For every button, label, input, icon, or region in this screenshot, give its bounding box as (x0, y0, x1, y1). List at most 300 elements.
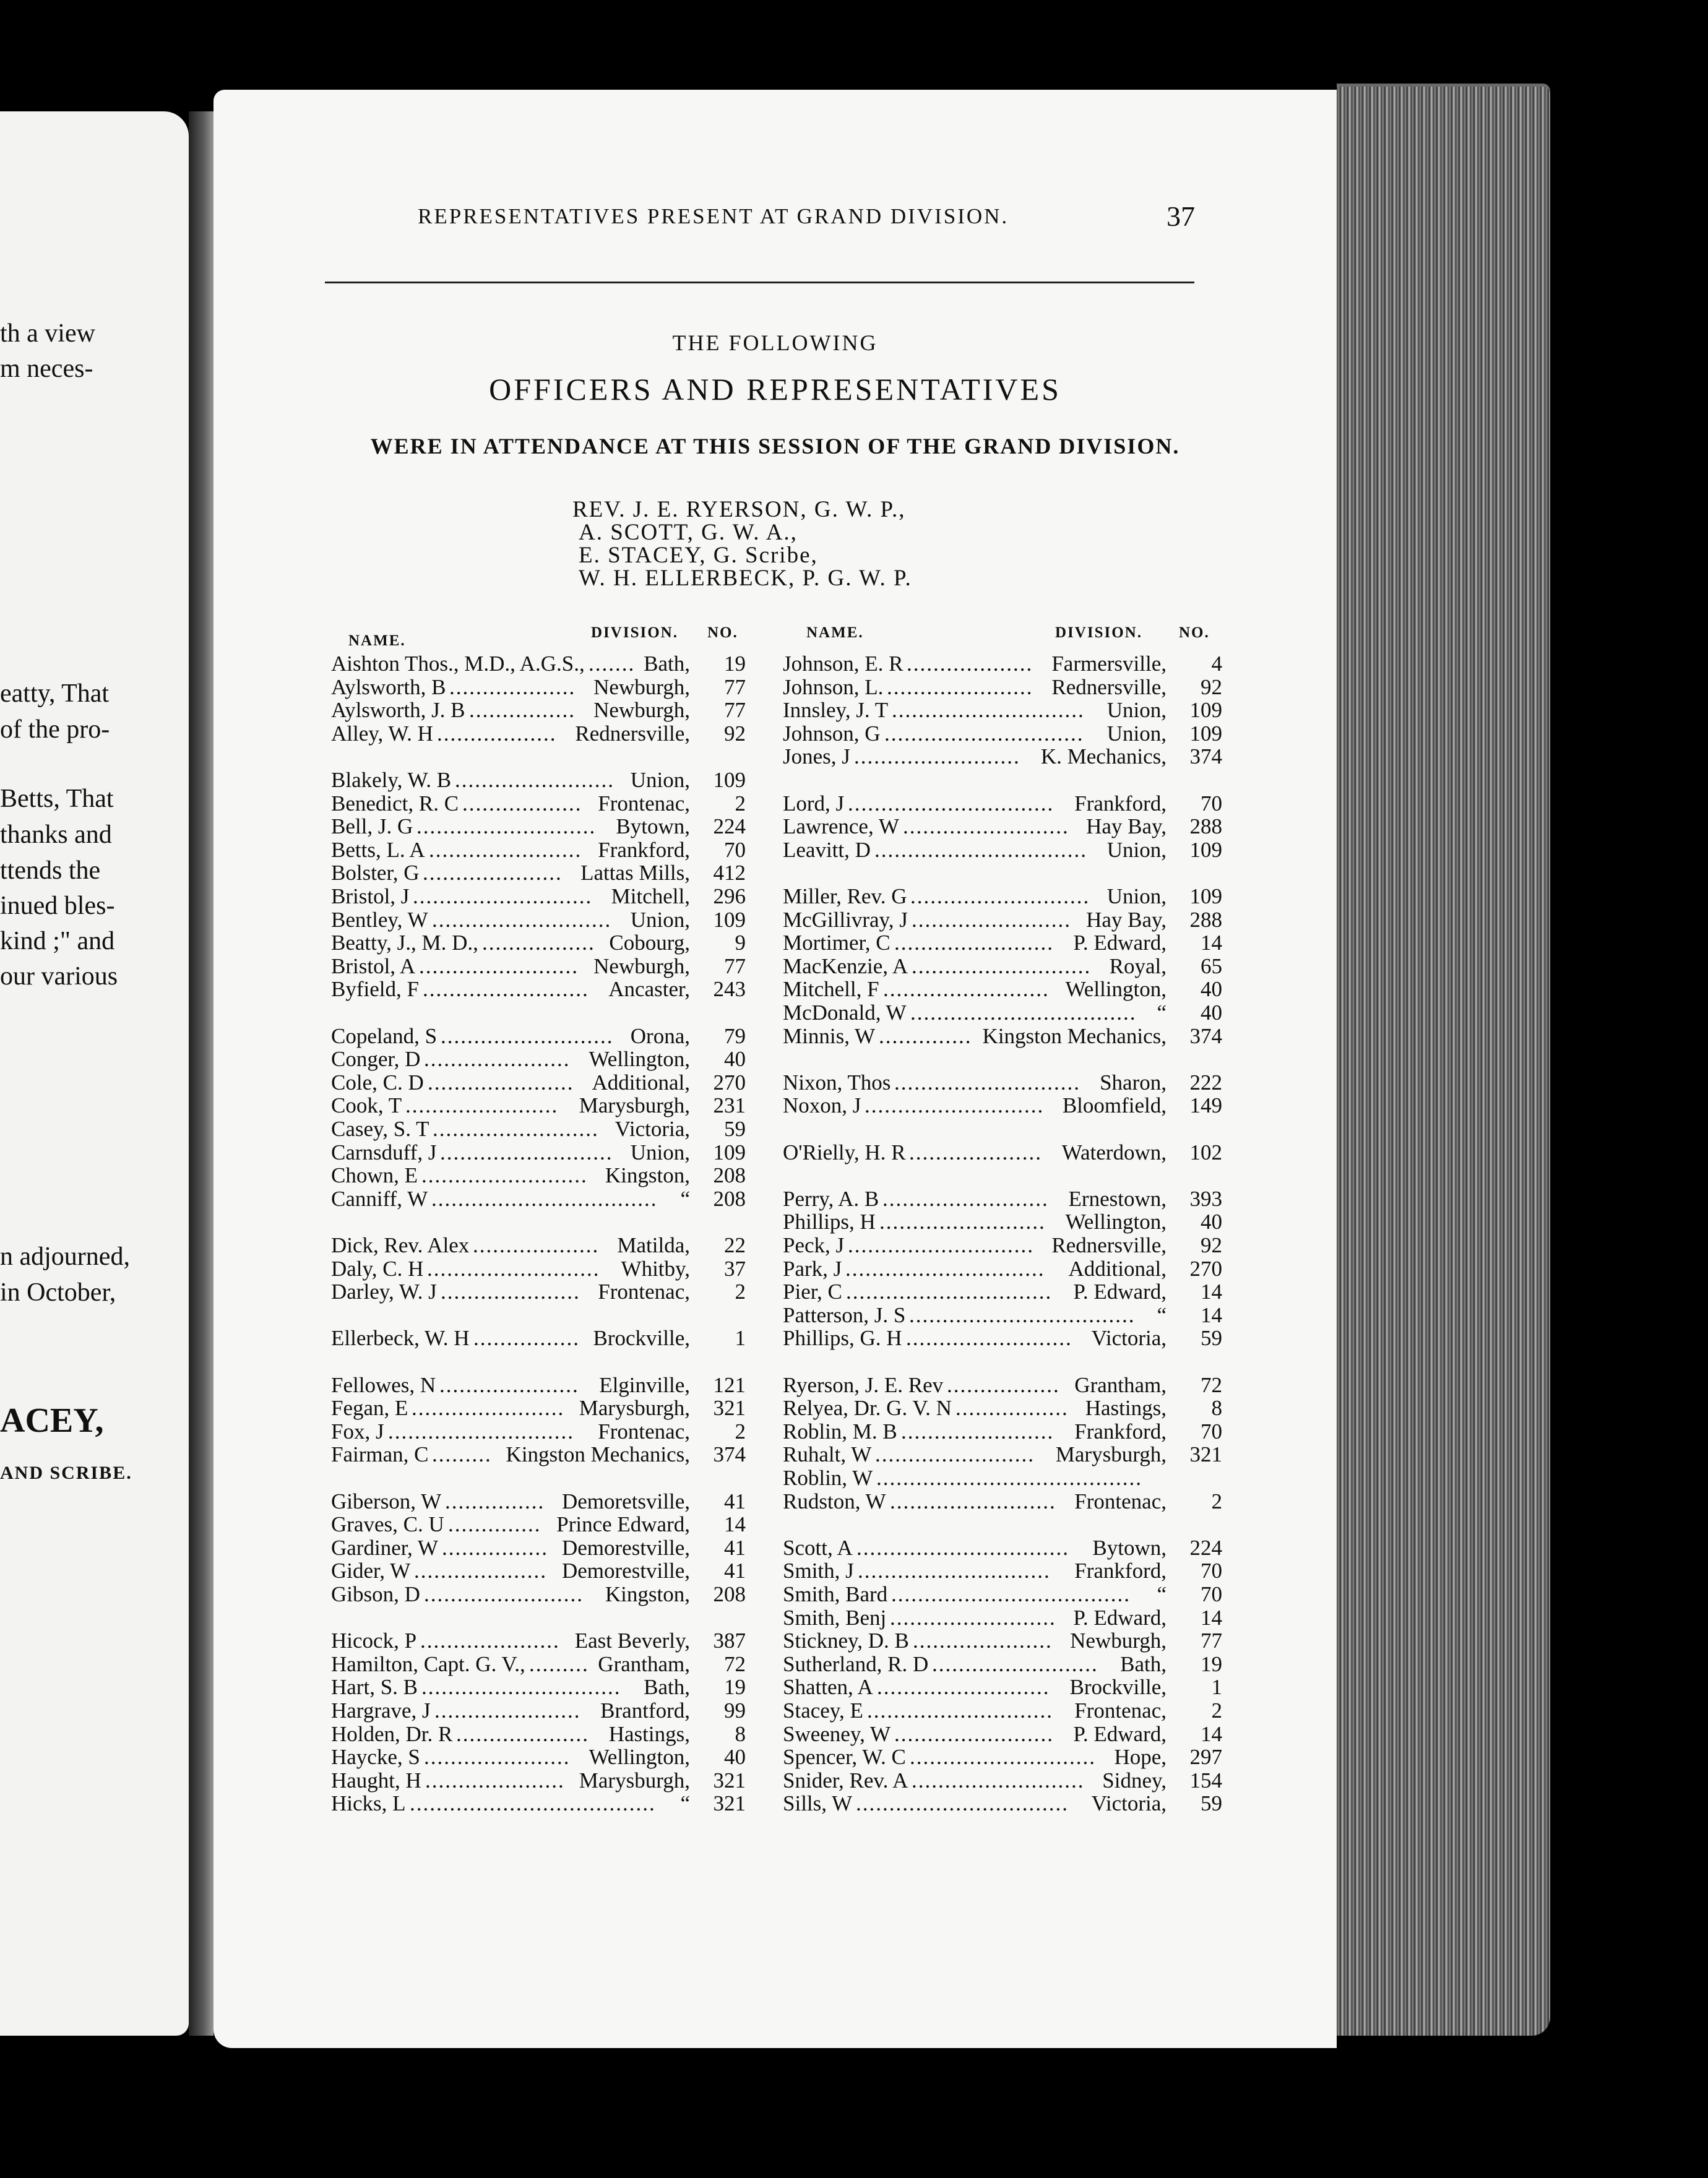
division-number: 224 (713, 814, 746, 839)
division-number: 270 (1189, 1256, 1222, 1281)
table-row (783, 1025, 1222, 1049)
member-name: Fox, J (331, 1419, 384, 1444)
table-row (783, 1397, 1222, 1421)
member-name: Smith, Benj (783, 1605, 887, 1630)
leader-dots: ................... (473, 1234, 600, 1256)
leader-dots: ......................... (433, 1118, 599, 1140)
division-name: Newburgh, (593, 953, 690, 978)
division-name: Sharon, (1100, 1070, 1167, 1095)
table-row (783, 1630, 1222, 1653)
table-row (783, 1560, 1222, 1583)
member-name: Stacey, E (783, 1698, 863, 1723)
division-number: 231 (713, 1093, 746, 1118)
leader-dots: ........................ (424, 1583, 584, 1605)
division-number: 41 (724, 1489, 746, 1513)
table-row (783, 1653, 1222, 1677)
division-number: 40 (1201, 1210, 1222, 1234)
division-name: “ (680, 1186, 690, 1211)
left-col-division-header: DIVISION. (591, 624, 678, 641)
division-name: Union, (630, 907, 690, 932)
division-number: 296 (713, 884, 746, 908)
division-name: Hay Bay, (1086, 907, 1167, 932)
leader-dots: .................... (909, 1141, 1042, 1163)
division-number: 2 (1211, 1698, 1222, 1723)
division-name: Lattas Mills, (580, 861, 690, 885)
left-page-text-line: n adjourned, (0, 1242, 130, 1271)
table-row (783, 1211, 1222, 1234)
member-name: Canniff, W (331, 1186, 428, 1211)
table-row (783, 1234, 1222, 1258)
leader-dots: ........................ (419, 955, 579, 977)
table-row (783, 1607, 1222, 1630)
leader-dots: .................. (437, 722, 557, 744)
table-row (331, 1676, 746, 1700)
division-number: 208 (713, 1186, 746, 1211)
division-number: 374 (1189, 1023, 1222, 1048)
division-number: 37 (724, 1256, 746, 1281)
table-row (331, 839, 746, 863)
division-number: 2 (735, 791, 746, 816)
member-name: Bristol, A (331, 953, 416, 978)
division-name: Hastings, (608, 1721, 690, 1746)
member-name: Lawrence, W (783, 814, 899, 839)
division-name: Bloomfield, (1062, 1093, 1167, 1118)
table-row (331, 1048, 746, 1072)
member-name: Bentley, W (331, 907, 428, 932)
heading-title: OFFICERS AND REPRESENTATIVES (489, 372, 1061, 407)
member-name: Ruhalt, W (783, 1442, 872, 1467)
leader-dots: ............................... (848, 792, 1055, 814)
leader-dots: ......................... (882, 1187, 1049, 1210)
table-row (783, 1467, 1222, 1491)
leader-dots: ....... (589, 653, 636, 674)
table-row (331, 1374, 746, 1398)
member-name: MacKenzie, A (783, 953, 908, 978)
leader-dots: .......................... (912, 1769, 1085, 1791)
division-number: 243 (713, 977, 746, 1002)
division-name: Frontenac, (598, 1419, 690, 1444)
leader-dots: ........................... (432, 908, 612, 931)
leader-dots: ............... (445, 1490, 545, 1512)
member-name: Peck, J (783, 1233, 845, 1257)
division-name: Orona, (630, 1023, 690, 1048)
left-col-name-header: NAME. (348, 632, 406, 649)
division-name: Additional, (1068, 1256, 1167, 1281)
member-name: Aylsworth, J. B (331, 698, 465, 723)
division-number: 14 (1201, 1302, 1222, 1327)
table-row (783, 1700, 1222, 1723)
division-number: 149 (1189, 1093, 1222, 1118)
member-name: Dick, Rev. Alex (331, 1233, 470, 1257)
member-name: Beatty, J., M. D., (331, 931, 478, 955)
table-row (331, 1118, 746, 1142)
left-page-text-line: m neces- (0, 355, 93, 383)
member-name: Byfield, F (331, 977, 419, 1002)
left-page-fragment (0, 111, 189, 2036)
table-row (783, 1583, 1222, 1607)
division-name: Kingston, (605, 1582, 690, 1606)
division-name: Victoria, (1091, 1791, 1167, 1816)
division-number: 109 (1189, 698, 1222, 723)
table-row (331, 1421, 746, 1444)
table-row (331, 699, 746, 723)
division-name: Frontenac, (598, 1280, 690, 1304)
leader-dots: ........................................ (876, 1467, 1142, 1489)
division-name: Brantford, (600, 1698, 690, 1723)
leader-dots: ........................... (416, 816, 597, 838)
table-row (331, 793, 746, 816)
member-name: Gibson, D (331, 1582, 420, 1606)
division-number: 59 (1201, 1326, 1222, 1351)
table-row (783, 1142, 1222, 1165)
officer-line: E. STACEY, G. Scribe, (579, 543, 818, 568)
division-name: Brockville, (593, 1326, 690, 1351)
table-row (783, 1072, 1222, 1095)
heading-line-3: WERE IN ATTENDANCE AT THIS SESSION OF THE GRAND DIVISION. (370, 434, 1180, 458)
division-number: 70 (1201, 791, 1222, 816)
leader-dots: .................................... (891, 1583, 1131, 1605)
table-row (783, 1374, 1222, 1398)
member-name: Stickney, D. B (783, 1629, 909, 1653)
table-row (331, 1723, 746, 1747)
page-edges (1337, 87, 1550, 2036)
division-number: 70 (724, 837, 746, 862)
left-page-text-line: of the pro- (0, 715, 110, 744)
member-name: Johnson, G (783, 721, 881, 746)
division-number: 14 (1201, 1605, 1222, 1630)
table-row (783, 793, 1222, 816)
member-name: Sweeney, W (783, 1721, 891, 1746)
division-name: Mitchell, (611, 884, 690, 908)
leader-dots: .................... (414, 1560, 547, 1582)
table-row (331, 1630, 746, 1653)
right-col-no-header: NO. (1179, 624, 1210, 641)
leader-dots: ....................... (429, 838, 582, 861)
table-row (331, 723, 746, 746)
leader-dots: ........................... (912, 955, 1092, 977)
division-name: Bath, (644, 652, 690, 676)
leader-dots: ..................... (913, 1630, 1053, 1652)
table-row (331, 1188, 746, 1212)
division-name: Union, (1106, 837, 1167, 862)
left-page-text-line: ACEY, (0, 1401, 104, 1440)
table-row (783, 746, 1222, 769)
division-name: Bath, (1120, 1651, 1167, 1676)
leader-dots: .......................... (440, 1141, 613, 1163)
table-row (331, 1770, 746, 1793)
division-number: 224 (1189, 1535, 1222, 1560)
division-number: 109 (1189, 884, 1222, 908)
leader-dots: ..................................... (410, 1793, 656, 1815)
table-row (783, 1095, 1222, 1118)
division-name: P. Edward, (1073, 1721, 1167, 1746)
table-row (331, 769, 746, 793)
division-name: Union, (1106, 721, 1167, 746)
member-name: Bell, J. G (331, 814, 413, 839)
leader-dots: .......................... (877, 1676, 1050, 1698)
division-number: 14 (724, 1512, 746, 1537)
division-number: 1 (1211, 1675, 1222, 1700)
division-number: 109 (1189, 837, 1222, 862)
division-number: 40 (1201, 977, 1222, 1002)
member-name: Ryerson, J. E. Rev (783, 1372, 944, 1397)
division-number: 109 (713, 1140, 746, 1164)
leader-dots: .............................. (884, 722, 1084, 744)
table-row (783, 839, 1222, 863)
leader-dots: .................................. (431, 1187, 658, 1210)
leader-dots: .............. (448, 1513, 541, 1536)
table-row (331, 653, 746, 676)
member-name: Park, J (783, 1256, 842, 1281)
leader-dots: .............. (879, 1025, 972, 1047)
division-name: Hastings, (1085, 1396, 1167, 1421)
member-name: Roblin, M. B (783, 1419, 897, 1444)
table-row (331, 1397, 746, 1421)
member-name: Cole, C. D (331, 1070, 424, 1095)
member-name: Mitchell, F (783, 977, 879, 1002)
leader-dots: ............................ (894, 1071, 1080, 1093)
division-number: 2 (735, 1280, 746, 1304)
member-name: Hart, S. B (331, 1675, 418, 1700)
division-name: Bytown, (616, 814, 690, 839)
table-row (783, 1444, 1222, 1467)
leader-dots: ...................... (424, 1048, 571, 1070)
leader-dots: .................. (462, 792, 582, 814)
right-col-name-header: NAME. (806, 624, 864, 641)
division-number: 19 (724, 652, 746, 676)
table-row (331, 1491, 746, 1514)
division-name: Matilda, (617, 1233, 690, 1257)
member-name: Daly, C. H (331, 1256, 424, 1281)
division-name: “ (1157, 1001, 1167, 1025)
division-name: Wellington, (1065, 977, 1167, 1002)
member-name: Sills, W (783, 1791, 853, 1816)
table-row (783, 1281, 1222, 1304)
member-name: Minnis, W (783, 1023, 876, 1048)
division-number: 70 (1201, 1582, 1222, 1606)
table-row (783, 699, 1222, 723)
table-row (331, 1281, 746, 1304)
left-page-text-line: our various (0, 962, 118, 991)
division-name: Grantham, (1074, 1372, 1167, 1397)
left-page-text-line: inued bles- (0, 892, 115, 920)
member-name: O'Rielly, H. R (783, 1140, 906, 1164)
division-number: 14 (1201, 1721, 1222, 1746)
table-row (331, 1793, 746, 1816)
table-row (331, 1234, 746, 1258)
leader-dots: ..................... (423, 862, 563, 884)
leader-dots: ........................ (912, 908, 1071, 931)
division-number: 2 (1211, 1489, 1222, 1513)
leader-dots: ........................... (910, 885, 1090, 907)
division-name: Farmersville, (1051, 652, 1167, 676)
division-number: 8 (735, 1721, 746, 1746)
member-name: Snider, Rev. A (783, 1768, 908, 1793)
division-name: Ernestown, (1068, 1186, 1167, 1211)
leader-dots: ............................... (846, 1281, 1053, 1303)
leader-dots: ............................ (848, 1234, 1034, 1256)
leader-dots: ................. (955, 1397, 1069, 1419)
division-name: Sidney, (1102, 1768, 1167, 1793)
table-row (331, 1025, 746, 1049)
table-row (783, 1746, 1222, 1770)
division-name: Newburgh, (593, 698, 690, 723)
leader-dots: ......................... (890, 1490, 1056, 1512)
division-number: 4 (1211, 652, 1222, 676)
header-rule (325, 282, 1194, 283)
division-name: Marysburgh, (579, 1768, 690, 1793)
division-name: Wellington, (589, 1745, 690, 1770)
division-name: Demorestville, (561, 1559, 690, 1583)
division-name: Bath, (644, 1675, 690, 1700)
division-name: K. Mechanics, (1040, 744, 1167, 769)
leader-dots: ................................ (874, 838, 1087, 861)
member-name: Roblin, W (783, 1466, 873, 1490)
officer-line: A. SCOTT, G. W. A., (579, 520, 798, 545)
member-name: Leavitt, D (783, 837, 871, 862)
leader-dots: .................................. (909, 1304, 1136, 1326)
division-name: Frankford, (1074, 1559, 1167, 1583)
leader-dots: ......... (432, 1444, 492, 1466)
leader-dots: ........................ (894, 1723, 1054, 1745)
table-row (331, 1560, 746, 1583)
leader-dots: ......................... (423, 978, 589, 1001)
member-name: Chown, E (331, 1163, 418, 1188)
member-name: Patterson, J. S (783, 1302, 906, 1327)
member-name: Fairman, C (331, 1442, 429, 1467)
table-row (783, 1793, 1222, 1816)
table-row (331, 909, 746, 932)
member-name: Benedict, R. C (331, 791, 459, 816)
division-name: Elginville, (599, 1372, 690, 1397)
division-name: Union, (630, 1140, 690, 1164)
division-number: 40 (724, 1047, 746, 1072)
division-number: 41 (724, 1535, 746, 1560)
member-name: Giberson, W (331, 1489, 442, 1513)
division-number: 393 (1189, 1186, 1222, 1211)
division-number: 321 (1189, 1442, 1222, 1467)
division-name: Demorestville, (561, 1535, 690, 1560)
division-name: Union, (1106, 698, 1167, 723)
division-name: Union, (1106, 884, 1167, 908)
table-row (783, 1258, 1222, 1281)
leader-dots: .................................. (910, 1002, 1137, 1023)
member-name: Graves, C. U (331, 1512, 444, 1537)
leader-dots: ......................... (906, 1327, 1072, 1349)
table-row (783, 1723, 1222, 1747)
table-row (783, 955, 1222, 979)
table-row (331, 1746, 746, 1770)
division-number: 14 (1201, 931, 1222, 955)
table-row (331, 1164, 746, 1188)
division-name: “ (1157, 1582, 1167, 1606)
division-name: Bytown, (1092, 1535, 1167, 1560)
table-row (783, 1676, 1222, 1700)
division-number: 65 (1201, 953, 1222, 978)
division-number: 154 (1189, 1768, 1222, 1793)
leader-dots: .......................... (441, 1025, 614, 1047)
division-name: Wellington, (1065, 1210, 1167, 1234)
member-name: Hicock, P (331, 1629, 417, 1653)
member-name: Miller, Rev. G (783, 884, 907, 908)
division-number: 288 (1189, 814, 1222, 839)
division-name: Prince Edward, (556, 1512, 690, 1537)
member-name: Scott, A (783, 1535, 853, 1560)
division-number: 92 (1201, 674, 1222, 699)
member-name: Hamilton, Capt. G. V., (331, 1651, 525, 1676)
table-row (331, 1142, 746, 1165)
division-name: Frontenac, (1074, 1489, 1167, 1513)
leader-dots: ......................... (879, 1211, 1046, 1233)
member-name: Pier, C (783, 1280, 842, 1304)
leader-dots: ................. (482, 932, 595, 954)
division-number: 102 (1189, 1140, 1222, 1164)
division-number: 222 (1189, 1070, 1222, 1095)
leader-dots: ....................... (405, 1095, 559, 1117)
table-row (783, 1491, 1222, 1514)
leader-dots: ................. (947, 1374, 1060, 1396)
leader-dots: ...................... (424, 1746, 571, 1768)
table-row (331, 1072, 746, 1095)
division-number: 40 (724, 1745, 746, 1770)
division-name: Brockville, (1069, 1675, 1167, 1700)
division-number: 79 (724, 1023, 746, 1048)
division-name: Rednersville, (1051, 1233, 1167, 1257)
division-number: 321 (713, 1396, 746, 1421)
division-name: Whitby, (621, 1256, 690, 1281)
leader-dots: .................... (456, 1723, 589, 1745)
leader-dots: ......................... (932, 1653, 1098, 1675)
member-name: Lord, J (783, 791, 845, 816)
division-name: Frankford, (1074, 791, 1167, 816)
left-page-text-line: ttends the (0, 856, 101, 885)
leader-dots: ........................ (894, 932, 1054, 954)
book-gutter (189, 111, 214, 2036)
division-name: P. Edward, (1073, 931, 1167, 955)
division-number: 9 (735, 931, 746, 955)
table-row (331, 816, 746, 839)
division-name: Demoretsville, (561, 1489, 690, 1513)
leader-dots: ............................ (388, 1420, 574, 1442)
running-title: REPRESENTATIVES PRESENT AT GRAND DIVISION. (418, 204, 1009, 228)
right-page (214, 90, 1337, 2048)
division-name: Victoria, (615, 1117, 690, 1141)
right-col-division-header: DIVISION. (1055, 624, 1142, 641)
leader-dots: ................... (449, 676, 576, 698)
leader-dots: ..................... (425, 1769, 565, 1791)
leader-dots: ............................. (858, 1560, 1051, 1582)
division-name: Frankford, (598, 837, 690, 862)
leader-dots: ............................. (892, 699, 1085, 721)
table-row (783, 1770, 1222, 1793)
division-number: 59 (724, 1117, 746, 1141)
table-row (783, 723, 1222, 746)
division-number: 288 (1189, 907, 1222, 932)
member-name: Nixon, Thos (783, 1070, 891, 1095)
member-name: Aylsworth, B (331, 674, 446, 699)
table-row (783, 932, 1222, 955)
division-number: 208 (713, 1582, 746, 1606)
table-row (783, 653, 1222, 676)
table-row (783, 816, 1222, 839)
division-number: 387 (713, 1629, 746, 1653)
division-name: Ancaster, (608, 977, 690, 1002)
table-row (331, 1513, 746, 1537)
member-name: Cook, T (331, 1093, 402, 1118)
member-name: Holden, Dr. R (331, 1721, 453, 1746)
division-name: Cobourg, (609, 931, 690, 955)
table-row (331, 1537, 746, 1560)
